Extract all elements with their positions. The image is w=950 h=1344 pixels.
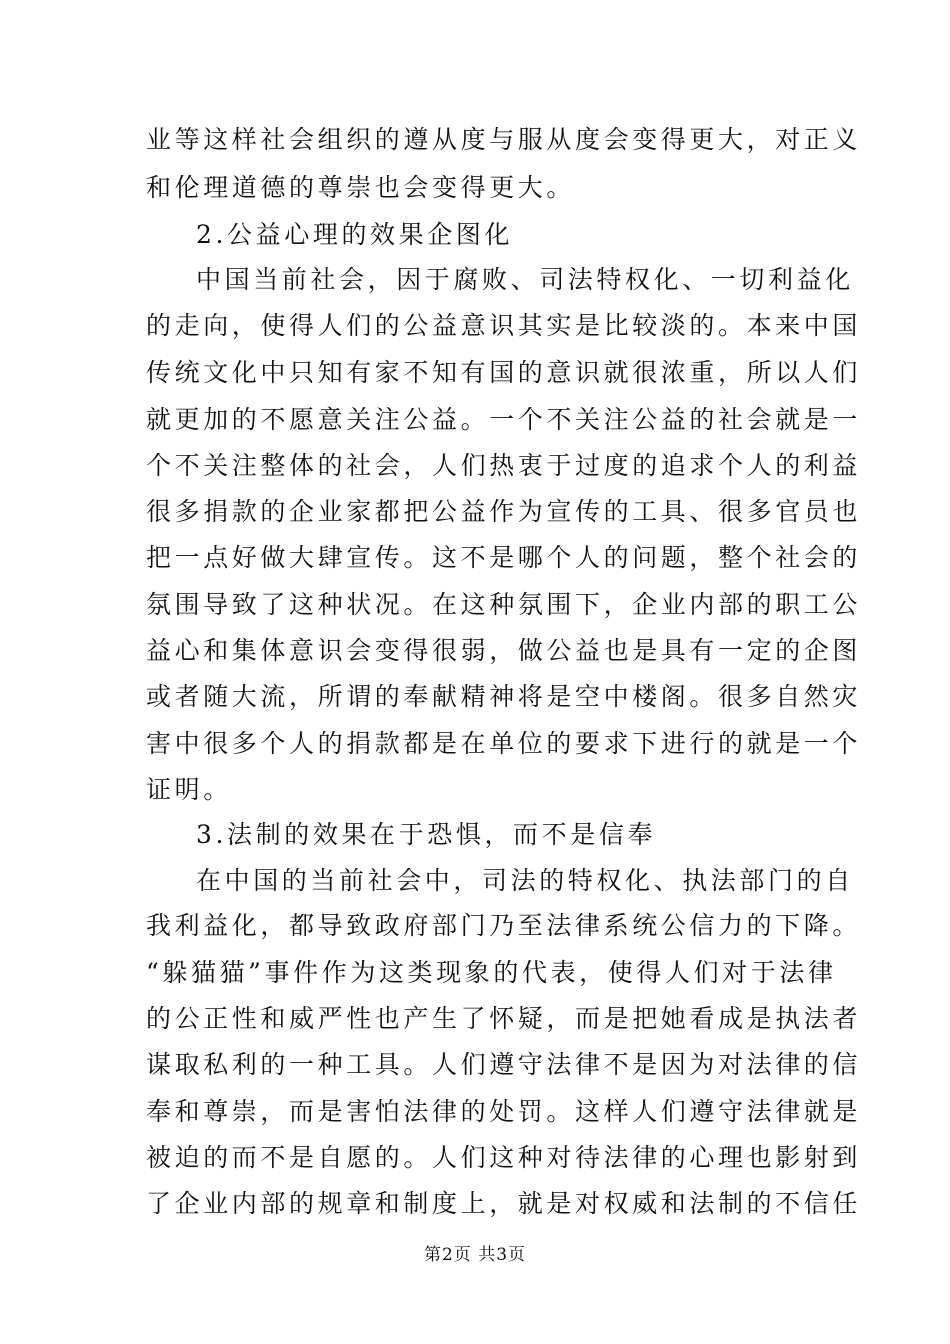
body-text-line: 把一点好做大肆宣传。这不是哪个人的问题，整个社会的 [146, 543, 862, 572]
body-text-line: 在中国的当前社会中，司法的特权化、执法部门的自 [196, 866, 854, 895]
body-text-line: 和伦理道德的尊崇也会变得更大。 [146, 173, 576, 202]
body-text-line: 益心和集体意识会变得很弱，做公益也是具有一定的企图 [146, 636, 862, 665]
body-text-line: 中国当前社会，因于腐败、司法特权化、一切利益化 [196, 265, 854, 294]
body-text-line: 氛围导致了这种状况。在这种氛围下，企业内部的职工公 [146, 590, 862, 619]
body-text-line: 谋取私利的一种工具。人们遵守法律不是因为对法律的信 [146, 1050, 862, 1079]
body-text-line: 很多捐款的企业家都把公益作为宣传的工具、很多官员也 [146, 497, 862, 526]
body-text-line: 传统文化中只知有家不知有国的意识就很浓重，所以人们 [146, 358, 862, 387]
section-heading: 3.法制的效果在于恐惧，而不是信奉 [196, 820, 657, 849]
body-text-line: 就更加的不愿意关注公益。一个不关注公益的社会就是一 [146, 405, 862, 434]
body-text-line: 我利益化，都导致政府部门乃至法律系统公信力的下降。 [146, 911, 862, 940]
body-text-line: 被迫的而不是自愿的。人们这种对待法律的心理也影射到 [146, 1143, 862, 1172]
body-text-line: “躲猫猫”事件作为这类现象的代表，使得人们对于法律 [146, 958, 837, 987]
page-number-footer: 第2页 共3页 [423, 1245, 527, 1265]
body-text-line: 奉和尊崇，而是害怕法律的处罚。这样人们遵守法律就是 [146, 1097, 862, 1126]
body-text-line: 的公正性和威严性也产生了怀疑，而是把她看成是执法者 [146, 1004, 862, 1033]
body-text-line: 业等这样社会组织的遵从度与服从度会变得更大，对正义 [146, 125, 862, 154]
body-text-line: 的走向，使得人们的公益意识其实是比较淡的。本来中国 [146, 311, 862, 340]
section-heading: 2.公益心理的效果企图化 [196, 220, 514, 249]
body-text-line: 害中很多个人的捐款都是在单位的要求下进行的就是一个 [146, 729, 862, 758]
body-text-line: 或者随大流，所谓的奉献精神将是空中楼阁。很多自然灾 [146, 682, 862, 711]
body-text-line: 证明。 [146, 775, 232, 804]
body-text-line: 了企业内部的规章和制度上，就是对权威和法制的不信任 [146, 1189, 862, 1218]
body-text-line: 个不关注整体的社会，人们热衷于过度的追求个人的利益 [146, 451, 862, 480]
